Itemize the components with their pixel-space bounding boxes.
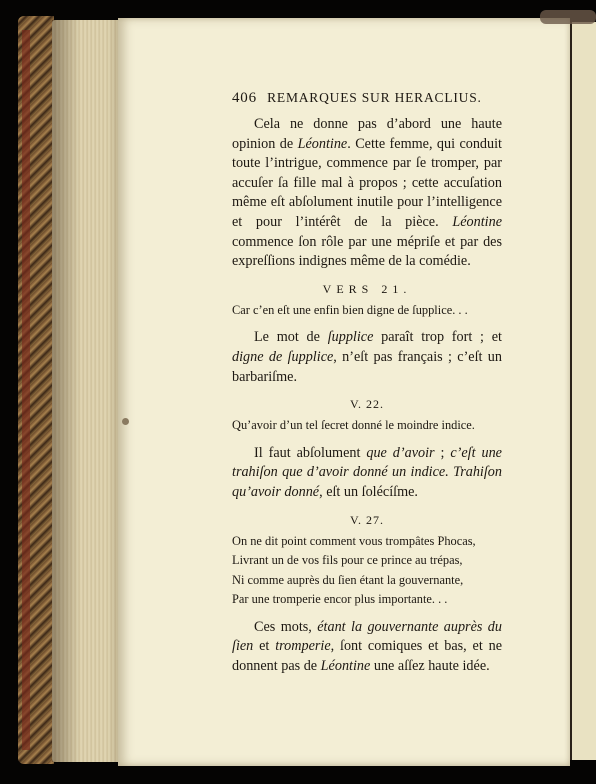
text-run: Ces mots, — [254, 618, 318, 635]
italic-run: que d’avoir — [366, 444, 435, 461]
quoted-verse-27-line-3: Ni comme auprès du ſien étant la gouvernante, — [232, 572, 464, 587]
page-text — [232, 90, 502, 677]
paragraph-4 — [232, 618, 502, 677]
text-run: Le mot de — [254, 329, 328, 346]
text-run: une aſſez haute idée. — [370, 658, 490, 675]
paper-spot — [122, 418, 129, 425]
right-page-sliver — [572, 22, 596, 760]
verse-heading-27: V. 27. — [349, 512, 385, 527]
quoted-verse-21: Car c’en eſt une enfin bien digne de ſupplice. . . — [232, 302, 468, 317]
running-title: REMARQUES SUR HERACLIUS. — [267, 90, 482, 105]
text-run: Cela ne donne pas d’abord une haute opinion de — [232, 116, 502, 152]
text-run: , eſt un ſolécíſme. — [319, 483, 418, 500]
italic-run: tromperie — [275, 638, 331, 655]
italic-run: étant la gouvernante auprès du ſien — [232, 618, 502, 655]
page-edges-shadow — [52, 20, 122, 762]
book-clasp — [540, 10, 596, 24]
italic-run: Léontine — [320, 658, 371, 675]
text-run: commence ſon rôle par une mépriſe et par des expreſſions indignes même de la comédie. — [232, 233, 502, 270]
verse-heading-21: VERS 21. — [322, 281, 412, 296]
text-run: ; — [434, 444, 451, 461]
italic-run: Léontine — [452, 213, 502, 230]
italic-run: c’eſt une trahiſon que d’avoir donné un indice. Trahiſon qu’avoir donné — [232, 444, 502, 500]
running-header — [232, 90, 502, 107]
italic-run: ſupplice — [327, 329, 374, 346]
spine-leather-strip — [22, 30, 30, 750]
text-run: Il faut abſolument — [254, 444, 367, 461]
italic-run: Léontine — [297, 135, 348, 152]
paragraph-3 — [232, 444, 502, 503]
text-run: paraît trop fort ; et — [373, 329, 502, 346]
page-number: 406 — [232, 90, 257, 106]
text-run: . Cette femme, qui conduit toute l’intrigue, commence par ſe tromper, par accuſer ſa fille mal à propos ; cette accuſation même eſt abſolument inutile pour l’intelligence et pour l’intérêt de la pièce. — [232, 135, 502, 230]
quoted-verse-27-line-1: On ne dit point comment vous trompâtes Phocas, — [232, 533, 476, 548]
verse-heading-22: V. 22. — [349, 397, 385, 412]
paragraph-2 — [232, 328, 502, 387]
text-run: , ſont comiques et bas, et ne donnent pas de — [232, 638, 502, 675]
text-run: et — [253, 638, 276, 655]
paragraph-1 — [232, 115, 502, 272]
quoted-verse-27-line-2: Livrant un de vos fils pour ce prince au trépas, — [232, 553, 463, 568]
quoted-verse-27-line-4: Par une tromperie encor plus importante. . . — [232, 592, 448, 607]
text-run: , n’eſt pas français ; c’eſt un barbariſme. — [232, 348, 502, 385]
italic-run: digne de ſupplice — [232, 348, 334, 365]
quoted-verse-22: Qu’avoir d’un tel ſecret donné le moindre indice. — [232, 418, 475, 433]
